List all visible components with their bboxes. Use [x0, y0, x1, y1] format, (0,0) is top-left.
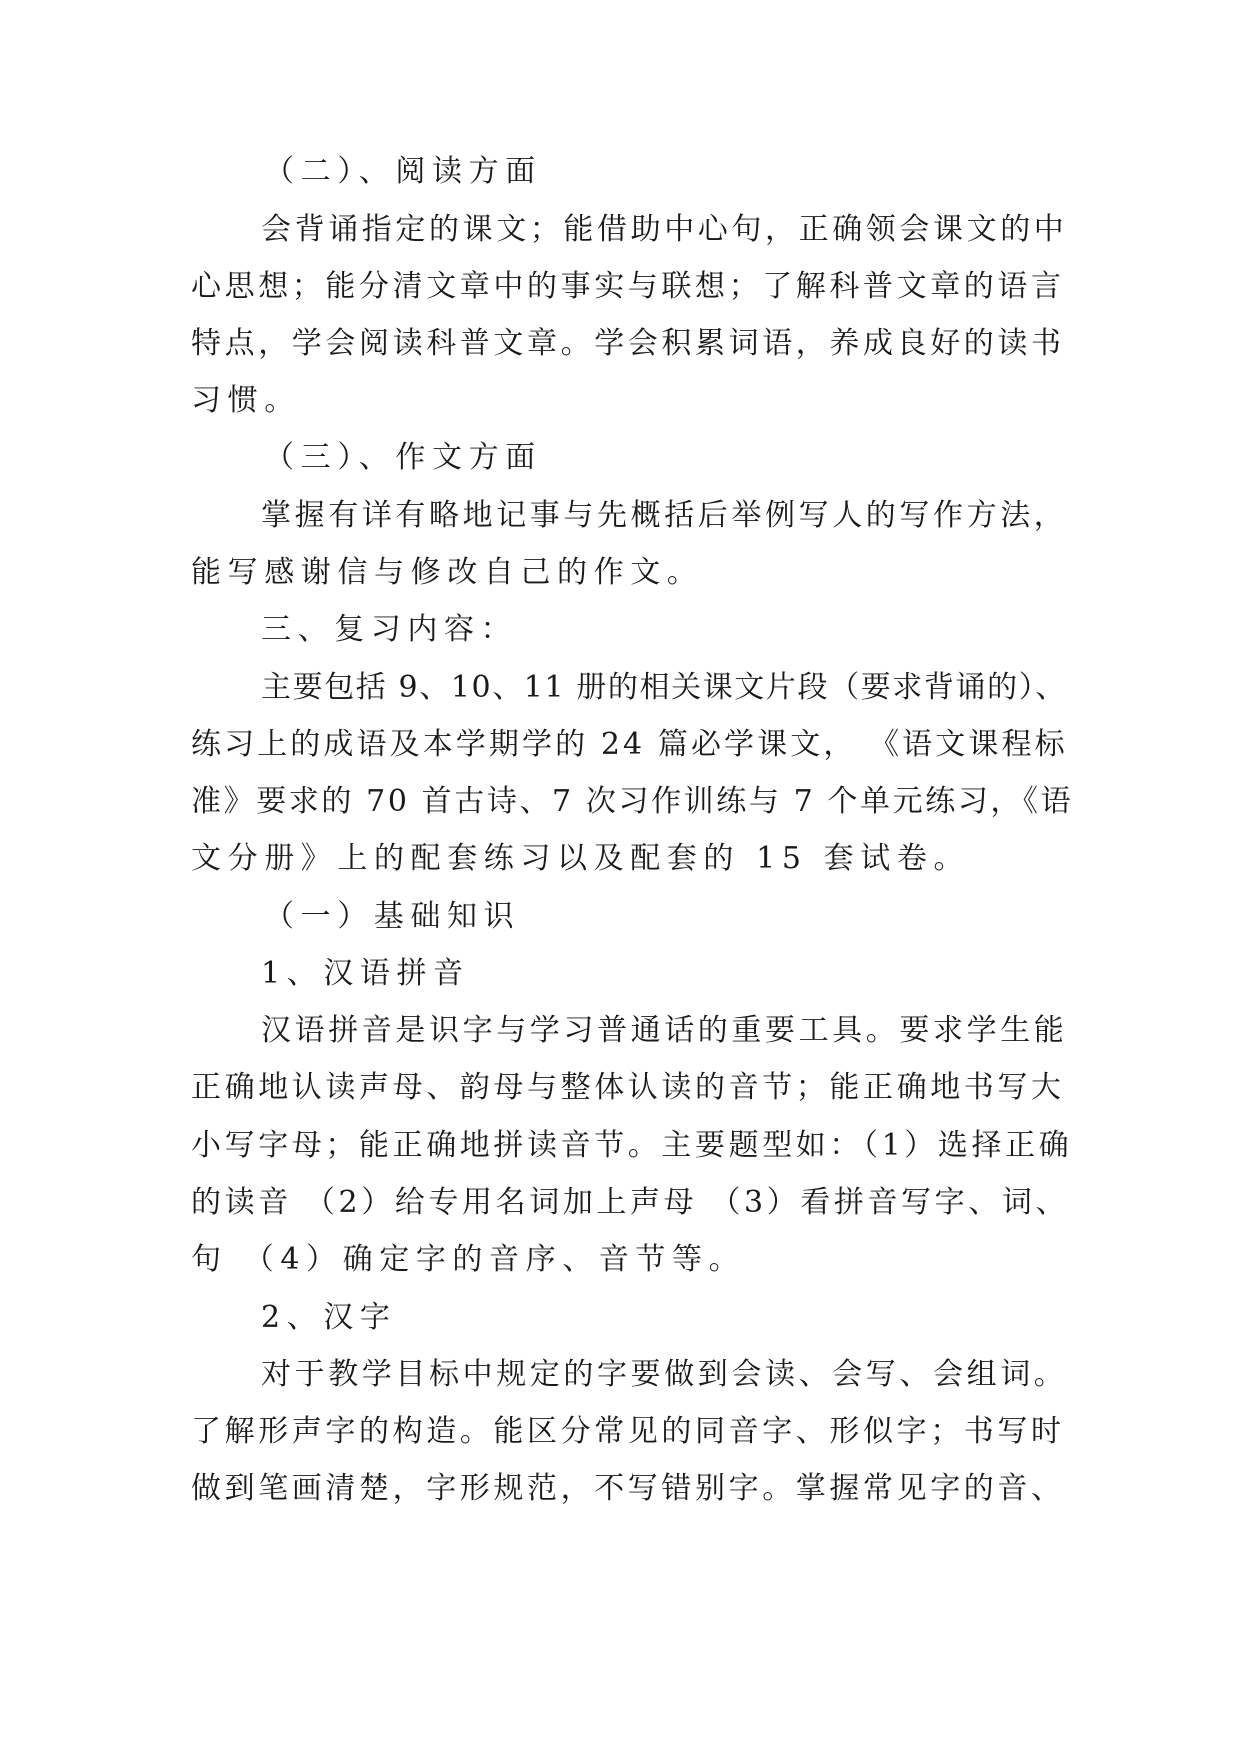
paragraph-line: 了解形声字的构造。能区分常见的同音字、形似字；书写时 [191, 1414, 1065, 1449]
paragraph-line: 文分册》上的配套练习以及配套的 15 套试卷。 [191, 841, 971, 876]
heading-review-content: 三、复习内容： [261, 612, 518, 647]
paragraph-line: 掌握有详有略地记事与先概括后举例写人的写作方法， [261, 498, 1068, 533]
heading-pinyin: 1、汉语拼音 [261, 956, 470, 991]
paragraph-line: 特点，学会阅读科普文章。学会积累词语，养成良好的读书 [191, 326, 1065, 361]
paragraph-line: 句 （4）确定字的音序、音节等。 [191, 1242, 746, 1277]
heading-writing: （三）、作文方面 [264, 440, 542, 475]
paragraph-line: 的读音 （2）给专用名词加上声母 （3）看拼音写字、词、 [191, 1185, 1070, 1220]
paragraph-line: 汉语拼音是识字与学习普通话的重要工具。要求学生能 [261, 1013, 1068, 1048]
heading-reading: （二）、阅读方面 [264, 154, 542, 189]
paragraph-line: 主要包括 9、10、11 册的相关课文片段（要求背诵的）、 [261, 670, 1067, 705]
paragraph-line: 小写字母；能正确地拼读音节。主要题型如：（1）选择正确 [191, 1128, 1073, 1163]
paragraph-line: 习惯。 [191, 383, 301, 418]
paragraph-line: 做到笔画清楚，字形规范，不写错别字。掌握常见字的音、 [191, 1471, 1065, 1506]
paragraph-line: 会背诵指定的课文；能借助中心句，正确领会课文的中 [261, 212, 1068, 247]
paragraph-line: 正确地认读声母、韵母与整体认读的音节；能正确地书写大 [191, 1070, 1065, 1105]
heading-hanzi: 2、汉字 [261, 1300, 397, 1335]
paragraph-line: 练习上的成语及本学期学的 24 篇必学课文， 《语文课程标 [191, 727, 1068, 762]
heading-basic-knowledge: （一）基础知识 [264, 899, 521, 934]
paragraph-line: 心思想；能分清文章中的事实与联想；了解科普文章的语言 [191, 269, 1065, 304]
paragraph-line: 能写感谢信与修改自己的作文。 [191, 555, 704, 590]
paragraph-line: 准》要求的 70 首古诗、7 次习作训练与 7 个单元练习，《语 [191, 784, 1074, 819]
paragraph-line: 对于教学目标中规定的字要做到会读、会写、会组词。 [261, 1357, 1068, 1392]
